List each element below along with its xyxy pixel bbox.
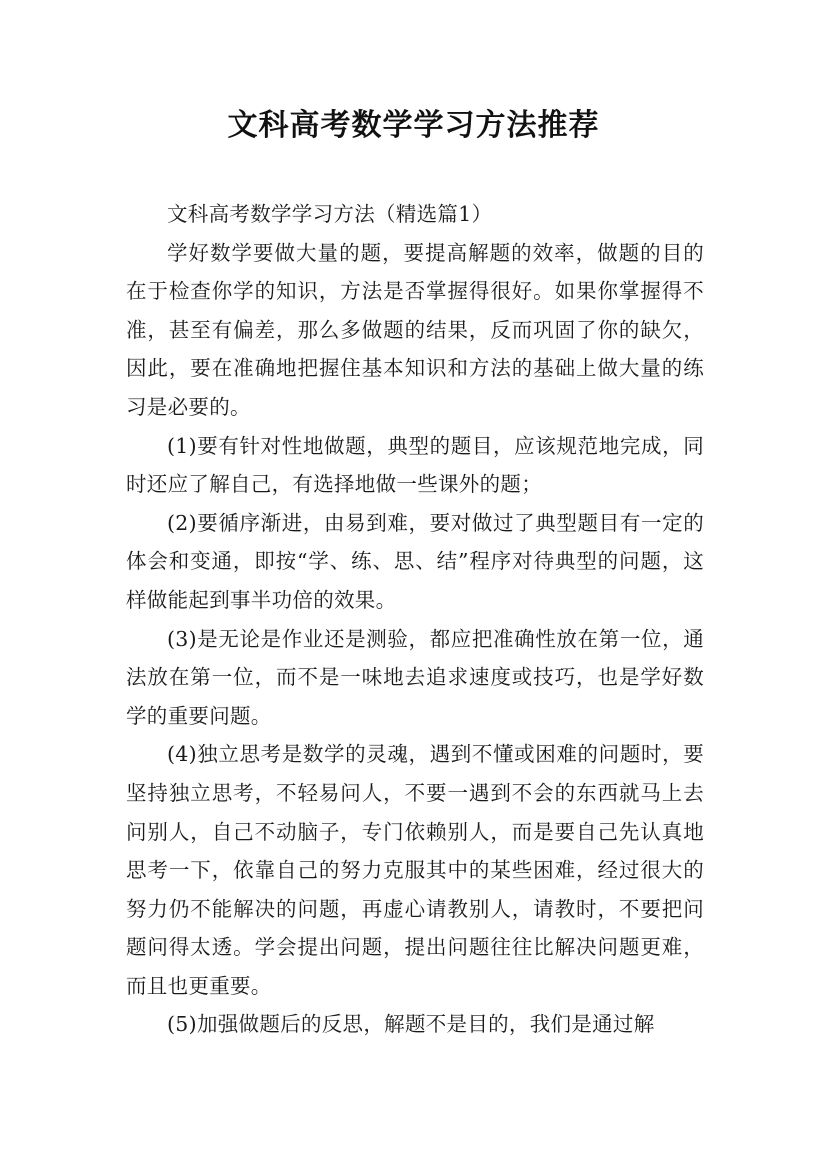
paragraph-point-5: (5)加强做题后的反思，解题不是目的，我们是通过解	[167, 1012, 655, 1037]
paragraph-point-2: (2)要循序渐进，由易到难，要对做过了典型题目有一定的体会和变通，即按“学、练、思、结”程序对待典型的问题，这样做能起到事半功倍的效果。	[126, 510, 704, 612]
section-heading: 文科高考数学学习方法（精选篇1）	[167, 202, 493, 226]
document-title: 文科高考数学学习方法推荐	[227, 108, 600, 143]
document-body	[126, 195, 704, 1044]
paragraph-point-3: (3)是无论是作业还是测验，都应把准确性放在第一位，通法放在第一位，而不是一味地去追求速度或技巧，也是学好数学的重要问题。	[126, 626, 704, 728]
paragraph-point-4: (4)独立思考是数学的灵魂，遇到不懂或困难的问题时，要坚持独立思考，不轻易问人，不要一遇到不会的东西就马上去问别人，自己不动脑子，专门依赖别人，而是要自己先认真地思考一下，依靠自己的努力克服其中的某些困难，经过很大的努力仍不能解决的问题，再虚心请教别人，请教时，不要把问题问得太透。学会提出问题，提出问题往往比解决问题更难，而且也更重要。	[126, 742, 704, 998]
paragraph-point-1: (1)要有针对性地做题，典型的题目，应该规范地完成，同时还应了解自己，有选择地做一些课外的题；	[126, 433, 704, 497]
paragraph-intro: 学好数学要做大量的题，要提高解题的效率，做题的目的在于检查你学的知识，方法是否掌握得很好。如果你掌握得不准，甚至有偏差，那么多做题的结果，反而巩固了你的缺欠，因此，要在准确地把握住基本知识和方法的基础上做大量的练习是必要的。	[126, 240, 704, 419]
